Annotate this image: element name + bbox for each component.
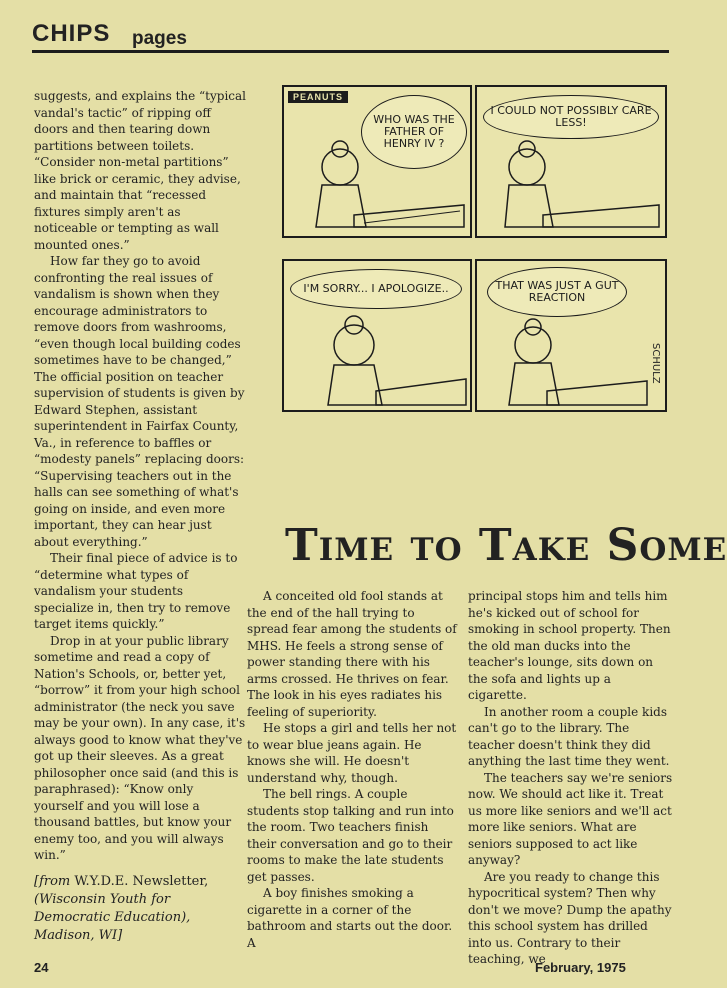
speech-balloon: WHO WAS THE FATHER OF HENRY IV ? (361, 95, 467, 169)
paragraph: Are you ready to change this hypocritical system? Then why don't we move? Dump the apathy this school system has drilled into us. Contrary to their teaching, we (468, 869, 672, 966)
article-headline: Time to Take Some (285, 520, 727, 571)
speech-balloon: I'M SORRY... I APOLOGIZE.. (290, 269, 462, 309)
source-from: [from (34, 874, 71, 889)
paragraph: A conceited old fool stands at the end of the hall trying to spread fear among the students of MHS. He feels a strong sense of power standing there with his arms crossed. He thrives on fear. The look in his eyes radiates his feeling of superiority. (247, 589, 457, 719)
comic-panel-4 (475, 259, 667, 412)
page-number: 24 (34, 960, 49, 975)
article-column-2 (247, 588, 457, 951)
paragraph: A boy finishes smoking a cigarette in a corner of the bathroom and starts out the door. A (247, 886, 453, 950)
masthead (32, 18, 669, 53)
sally-drawing-icon (284, 261, 470, 410)
comic-panel-3 (282, 259, 472, 412)
source-rest: (Wisconsin Youth for Democratic Education), Madison, WI] (34, 892, 191, 943)
artist-signature: SCHULZ (650, 343, 661, 384)
left-column (34, 88, 246, 864)
source-credit (34, 873, 234, 945)
sally-drawing-icon (477, 261, 665, 410)
masthead-section: pages (132, 28, 187, 49)
comic-panel-2 (475, 85, 667, 238)
peanuts-comic (282, 85, 669, 412)
speech-balloon: I COULD NOT POSSIBLY CARE LESS! (483, 95, 659, 139)
paragraph: How far they go to avoid confronting the real issues of vandalism is shown when they encourage administrators to remove doors from washrooms, “even though local building codes sometimes have to be changed,” The official position on teacher supervision of students is given by Edward Stephen, assistant superintendent in Fairfax County, Va., in reference to baffles or “modesty panels” replacing doors: “Supervising teachers out in the halls can see something of what's going on inside, and even more important, they can hear just about everything.” (34, 254, 245, 549)
paragraph: The teachers say we're seniors now. We should act like it. Treat us more like seniors and we'll act more like seniors. What are seniors supposed to act like anyway? (468, 770, 673, 867)
paragraph: The bell rings. A couple students stop talking and run into the room. Two teachers finish their conversation and go to their rooms to make the late students get passes. (247, 787, 454, 884)
source-org: W.Y.D.E. Newsletter, (74, 874, 209, 889)
comic-panel-1 (282, 85, 472, 238)
paragraph: principal stops him and tells him he's kicked out of school for smoking in school property. Then the old man ducks into the teacher's lounge, sits down on the sofa and lights up a cigarette. (468, 589, 671, 702)
strip-title: PEANUTS (288, 91, 348, 103)
issue-date: February, 1975 (535, 960, 626, 975)
paragraph: Their final piece of advice is to “determine what types of vandalism your students specialize in, then try to remove target items quickly.” (34, 551, 238, 631)
sally-drawing-icon (284, 87, 470, 236)
paragraph: He stops a girl and tells her not to wear blue jeans again. He knows she will. He doesn't understand why, though. (247, 721, 457, 785)
paragraph: suggests, and explains the “typical vandal's tactic” of ripping off doors and then tearing down partitions between toilets. “Consider non-metal partitions” like brick or ceramic, they advise, and maintain that “recessed fixtures simply aren't as noticeable or tempting as wall mounted ones.” (34, 89, 247, 252)
speech-balloon: THAT WAS JUST A GUT REACTION (487, 267, 627, 317)
masthead-brand: CHIPS (32, 20, 111, 47)
paragraph: Drop in at your public library sometime and read a copy of Nation's Schools, or, better yet, “borrow” it from your high school administrator (the neck you save may be your own). In any case, it's always good to know what they've got up their sleeves. As a great philosopher once said (and this is paraphrased): “Know only yourself and you will lose a thousand battles, but know your enemy too, and you will always win.” (34, 633, 246, 862)
sally-drawing-icon (477, 87, 665, 236)
article-column-3 (468, 588, 673, 968)
paragraph: In another room a couple kids can't go to the library. The teacher doesn't think they did anything the last time they went. (468, 704, 670, 768)
